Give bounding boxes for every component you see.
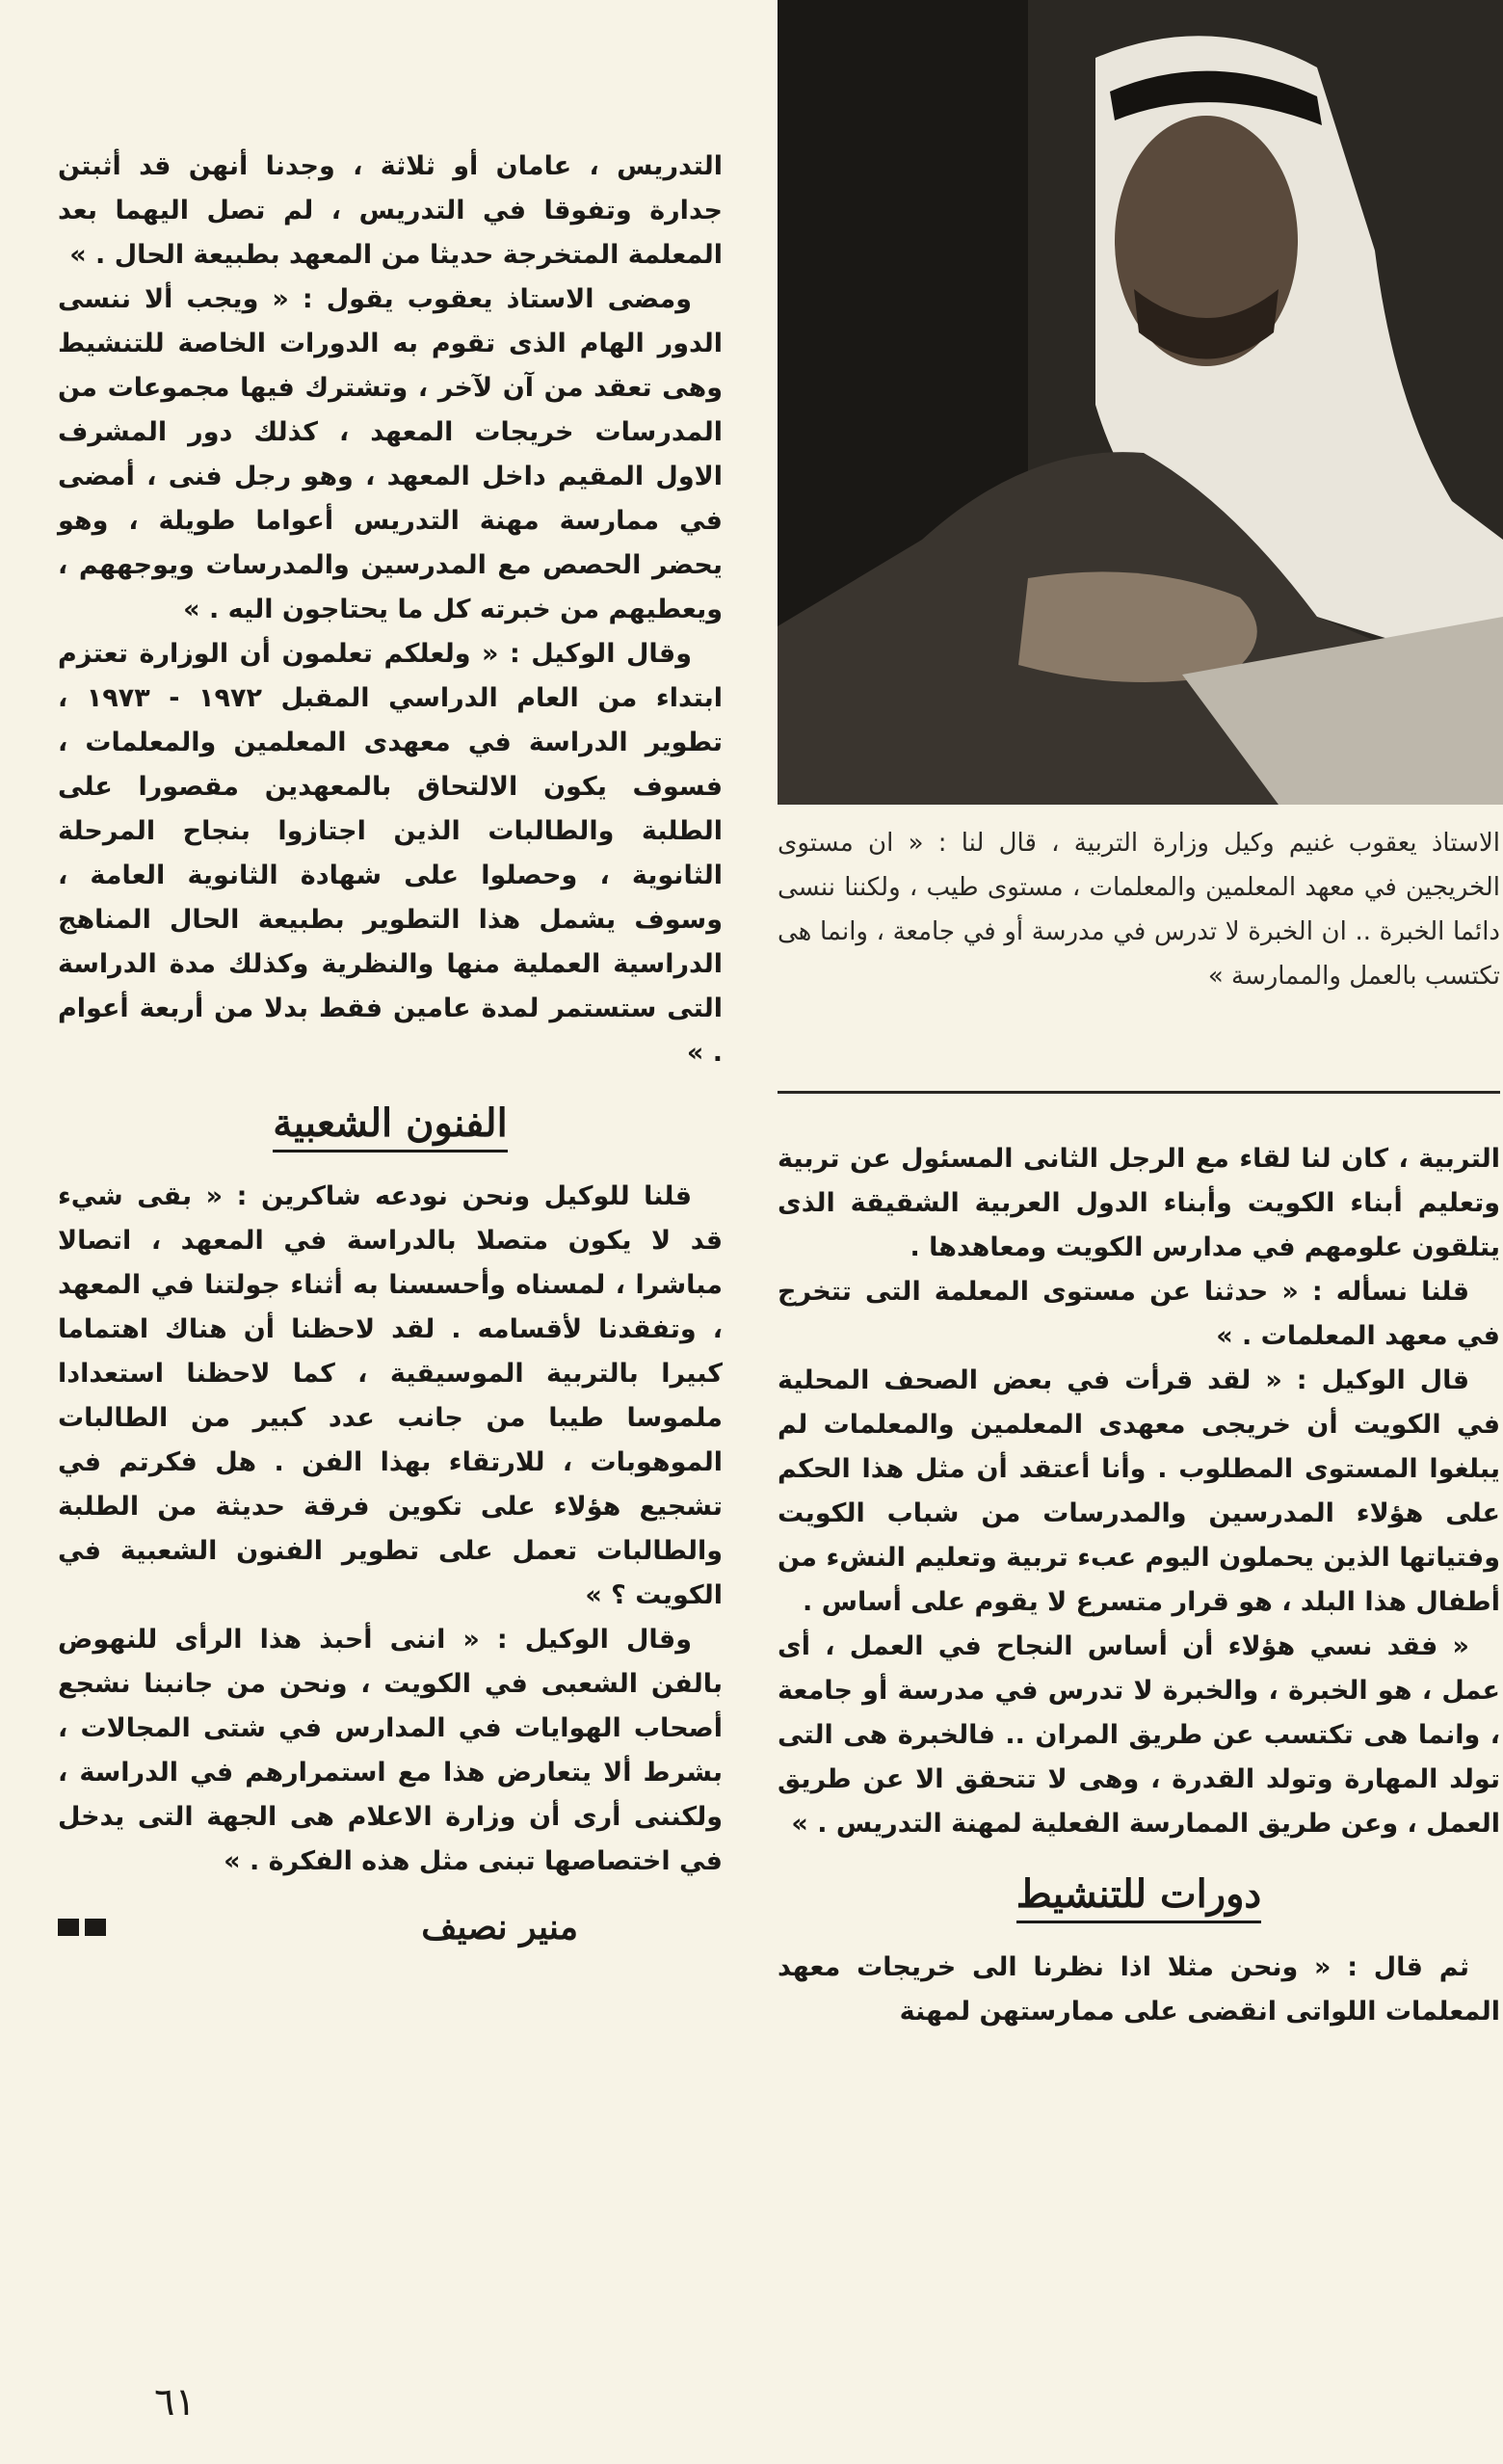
paragraph: التربية ، كان لنا لقاء مع الرجل الثانى المسئول عن تربية وتعليم أبناء الكويت وأبناء الدول العربية الشقيقة الذى يتلقون علومهم في مدارس الكويت ومعاهدها . bbox=[778, 1144, 1500, 1262]
section-heading bbox=[58, 1100, 723, 1146]
portrait-illustration bbox=[778, 0, 1503, 805]
paragraph: وقال الوكيل : « ولعلكم تعلمون أن الوزارة تعتزم ابتداء من العام الدراسي المقبل ١٩٧٢ - ١٩٧٣ ، تطوير الدراسة في معهدى المعلمين والمعلمات ، فسوف يكون الالتحاق بالمعهدين مقصورا على الطلبة والطالبات الذين اجتازوا بنجاح المرحلة الثانوية ، وحصلوا على شهادة الثانوية العامة ، وسوف يشمل هذا التطوير بطبيعة الحال المناهج الدراسية العملية منها والنظرية وكذلك مدة الدراسة التى ستستمر لمدة عامين فقط بدلا من أربعة أعوام . » bbox=[58, 639, 723, 1068]
right-column bbox=[778, 0, 1503, 2464]
portrait-photo bbox=[778, 0, 1503, 805]
paragraph: التدريس ، عامان أو ثلاثة ، وجدنا أنهن قد أثبتن جدارة وتفوقا في التدريس ، لم تصل اليهما بعد المعلمة المتخرجة حديثا من المعهد بطبيعة الحال . » bbox=[58, 151, 723, 270]
caption-divider bbox=[778, 1091, 1500, 1094]
author-row bbox=[58, 1907, 723, 1947]
section-heading-text: دورات للتنشيط bbox=[1016, 1871, 1261, 1923]
paragraph: قلنا نسأله : « حدثنا عن مستوى المعلمة التى تتخرج في معهد المعلمات . » bbox=[778, 1277, 1500, 1351]
section-heading bbox=[778, 1871, 1500, 1917]
paragraph: وقال الوكيل : « اننى أحبذ هذا الرأى للنهوض بالفن الشعبى في الكويت ، ونحن من جانبنا نشجع أصحاب الهوايات في المدارس في شتى المجالات ، بشرط ألا يتعارض هذا مع استمرارهم في الدراسة ، ولكننى أرى أن وزارة الاعلام هى الجهة التى يدخل في اختصاصها تبنى مثل هذه الفكرة . » bbox=[58, 1625, 723, 1876]
end-of-article-mark bbox=[58, 1919, 106, 1936]
paragraph: « فقد نسي هؤلاء أن أساس النجاح في العمل ، أى عمل ، هو الخبرة ، والخبرة لا تدرس في مدرسة أو جامعة ، وانما هى تكتسب عن طريق المران .. فالخبرة هى التى تولد المهارة وتولد القدرة ، وهى لا تتحقق الا عن طريق العمل ، وعن طريق الممارسة الفعلية لمهنة التدريس . » bbox=[778, 1631, 1500, 1839]
left-column bbox=[58, 145, 723, 1947]
section-heading-text: الفنون الشعبية bbox=[273, 1100, 507, 1153]
photo-caption: الاستاذ يعقوب غنيم وكيل وزارة التربية ، قال لنا : « ان مستوى الخريجين في معهد المعلمين والمعلمات ، مستوى طيب ، ولكننا ننسى دائما الخبرة .. ان الخبرة لا تدرس في مدرسة أو في جامعة ، وانما هى تكتسب بالعمل والممارسة » bbox=[778, 829, 1500, 991]
paragraph: قال الوكيل : « لقد قرأت في بعض الصحف المحلية في الكويت أن خريجى معهدى المعلمين والمعلمات لم يبلغوا المستوى المطلوب . وأنا أعتقد أن مثل هذا الحكم على هؤلاء المدرسين والمدرسات من شباب الكويت وفتياتها الذين يحملون اليوم عبء تربية وتعليم النشء من أطفال هذا البلد ، هو قرار متسرع لا يقوم على أساس . bbox=[778, 1365, 1500, 1617]
right-column-body bbox=[778, 1137, 1500, 2034]
paragraph: ثم قال : « ونحن مثلا اذا نظرنا الى خريجات معهد المعلمات اللواتى انقضى على ممارستهن لمهنة bbox=[778, 1952, 1500, 2027]
author-name: منير نصيف bbox=[421, 1907, 578, 1947]
page-number: ٦١ bbox=[154, 2380, 196, 2424]
paragraph: ومضى الاستاذ يعقوب يقول : « ويجب ألا ننسى الدور الهام الذى تقوم به الدورات الخاصة للتنشيط وهى تعقد من آن لآخر ، وتشترك فيها مجموعات من المدرسات خريجات المعهد ، كذلك دور المشرف الاول المقيم داخل المعهد ، وهو رجل فنى ، أمضى في ممارسة مهنة التدريس أعواما طويلة ، وهو يحضر الحصص مع المدرسين والمدرسات ويوجههم ، ويعطيهم من خبرته كل ما يحتاجون اليه . » bbox=[58, 284, 723, 624]
paragraph: قلنا للوكيل ونحن نودعه شاكرين : « بقى شيء قد لا يكون متصلا بالدراسة في المعهد ، اتصالا مباشرا ، لمسناه وأحسسنا به أثناء جولتنا في المعهد ، وتفقدنا لأقسامه . لقد لاحظنا أن هناك اهتماما كبيرا بالتربية الموسيقية ، كما لاحظنا استعدادا ملموسا طيبا من جانب عدد كبير من الطالبات الموهوبات ، للارتقاء بهذا الفن . هل فكرتم في تشجيع هؤلاء على تكوين فرقة حديثة من الطلبة والطالبات تعمل على تطوير الفنون الشعبية في الكويت ؟ » bbox=[58, 1181, 723, 1610]
